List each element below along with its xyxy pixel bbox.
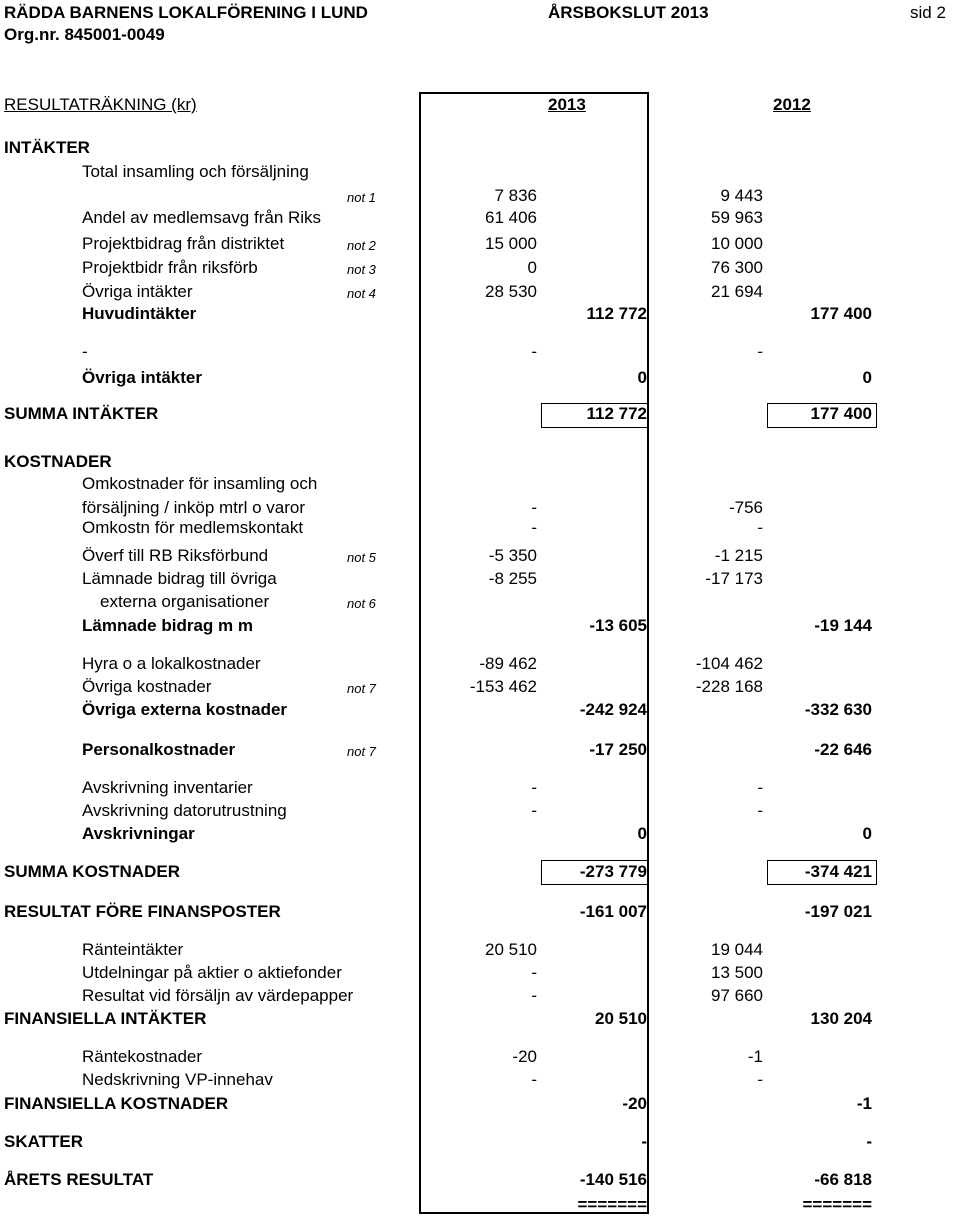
row-label: SUMMA KOSTNADER xyxy=(4,862,180,881)
amount-2012-total: -22 646 xyxy=(814,740,872,759)
row-label: Utdelningar på aktier o aktiefonder xyxy=(82,963,342,982)
row-label: RESULTAT FÖRE FINANSPOSTER xyxy=(4,902,281,921)
row-label: Överf till RB Riksförbund xyxy=(82,546,269,565)
amount-2012-detail: -756 xyxy=(728,498,763,517)
amount-2013-detail: -8 255 xyxy=(488,569,537,588)
amount-2012-total: -19 144 xyxy=(814,616,872,635)
row-label: Andel av medlemsavg från Riks xyxy=(82,208,322,227)
note-reference: not 1 xyxy=(347,190,376,205)
amount-2012-detail: -1 xyxy=(747,1047,763,1066)
amount-2012-total: - xyxy=(866,1132,872,1151)
amount-2012-detail: -1 215 xyxy=(714,546,763,565)
organization-number: Org.nr. 845001-0049 xyxy=(4,25,165,44)
row-label: Övriga kostnader xyxy=(82,677,212,696)
row-label: Huvudintäkter xyxy=(82,304,197,323)
row-label: ÅRETS RESULTAT xyxy=(4,1170,154,1189)
amount-2012-detail: 13 500 xyxy=(711,963,763,982)
amount-2012-total: -374 421 xyxy=(804,862,872,881)
amount-2013-total: 112 772 xyxy=(586,404,647,423)
row-label: Avskrivningar xyxy=(82,824,195,843)
year-2012-header: 2012 xyxy=(773,95,811,114)
row-label: externa organisationer xyxy=(100,592,270,611)
page-number: sid 2 xyxy=(910,3,946,22)
row-label: försäljning / inköp mtrl o varor xyxy=(82,498,305,517)
row-label: Resultat vid försäljn av värdepapper xyxy=(82,986,354,1005)
amount-2012-detail: - xyxy=(757,518,763,537)
note-reference: not 3 xyxy=(347,262,376,277)
amount-2012-detail: -104 462 xyxy=(695,654,763,673)
note-reference: not 6 xyxy=(347,596,376,611)
amount-2013-total: 112 772 xyxy=(586,304,647,323)
row-label: Räntekostnader xyxy=(82,1047,203,1066)
amount-2013-total: -20 xyxy=(622,1094,647,1113)
amount-2013-total: -13 605 xyxy=(589,616,647,635)
row-label: FINANSIELLA KOSTNADER xyxy=(4,1094,229,1113)
amount-2012-total: -332 630 xyxy=(804,700,872,719)
amount-2013-total: 0 xyxy=(637,824,647,843)
row-label: Övriga intäkter xyxy=(82,282,193,301)
amount-2013-detail: -20 xyxy=(512,1047,537,1066)
amount-2013-detail: 0 xyxy=(527,258,537,277)
amount-2012-detail: -228 168 xyxy=(695,677,763,696)
amount-2013-detail: - xyxy=(531,1070,537,1089)
row-label: Lämnade bidrag m m xyxy=(82,616,253,635)
amount-2012-total: 177 400 xyxy=(810,304,872,323)
amount-2013-detail: -5 350 xyxy=(488,546,537,565)
amount-2013-total: -161 007 xyxy=(579,902,647,921)
amount-2013-total: -242 924 xyxy=(579,700,647,719)
amount-2013-detail: - xyxy=(531,963,537,982)
row-label: - xyxy=(82,342,88,361)
amount-2013-detail: - xyxy=(531,498,537,517)
amount-2013-detail: 20 510 xyxy=(485,940,537,959)
amount-2013-detail: 7 836 xyxy=(494,186,537,205)
row-label: Personalkostnader xyxy=(82,740,236,759)
year-2013-header: 2013 xyxy=(548,95,586,114)
amount-2012-detail: - xyxy=(757,801,763,820)
amount-2013-detail: 15 000 xyxy=(485,234,537,253)
note-reference: not 2 xyxy=(347,238,376,253)
report-title: ÅRSBOKSLUT 2013 xyxy=(548,3,709,22)
amount-2013-detail: -89 462 xyxy=(479,654,537,673)
note-reference: not 7 xyxy=(347,681,376,696)
note-reference: not 7 xyxy=(347,744,376,759)
amount-2012-total: -66 818 xyxy=(814,1170,872,1189)
amount-2012-detail: 59 963 xyxy=(711,208,763,227)
amount-2013-detail: -153 462 xyxy=(469,677,537,696)
note-reference: not 4 xyxy=(347,286,376,301)
amount-2013-detail: 28 530 xyxy=(485,282,537,301)
amount-2012-detail: 21 694 xyxy=(711,282,763,301)
row-label: Övriga externa kostnader xyxy=(82,700,288,719)
amount-2012-detail: - xyxy=(757,342,763,361)
row-label: SUMMA INTÄKTER xyxy=(4,404,159,423)
row-label: Avskrivning datorutrustning xyxy=(82,801,287,820)
amount-2012-detail: 76 300 xyxy=(711,258,763,277)
amount-2013-total: ======= xyxy=(577,1195,647,1214)
amount-2012-detail: - xyxy=(757,778,763,797)
amount-2013-detail: - xyxy=(531,342,537,361)
amount-2012-total: -1 xyxy=(856,1094,872,1113)
note-reference: not 5 xyxy=(347,550,376,565)
amount-2013-total: -140 516 xyxy=(579,1170,647,1189)
row-label: INTÄKTER xyxy=(4,138,90,157)
row-label: Omkostnader för insamling och xyxy=(82,474,318,493)
row-label: Omkostn för medlemskontakt xyxy=(82,518,304,537)
amount-2013-detail: - xyxy=(531,518,537,537)
row-label: Projektbidrag från distriktet xyxy=(82,234,285,253)
row-label: Total insamling och försäljning xyxy=(82,162,309,181)
row-label: Ränteintäkter xyxy=(82,940,184,959)
amount-2012-total: 0 xyxy=(862,824,872,843)
amount-2012-detail: 19 044 xyxy=(711,940,763,959)
amount-2013-detail: - xyxy=(531,778,537,797)
row-label: Hyra o a lokalkostnader xyxy=(82,654,261,673)
row-label: Nedskrivning VP-innehav xyxy=(82,1070,273,1089)
amount-2012-total: ======= xyxy=(802,1195,872,1214)
amount-2012-total: -197 021 xyxy=(804,902,872,921)
amount-2013-total: - xyxy=(641,1132,647,1151)
row-label: KOSTNADER xyxy=(4,452,112,471)
row-label: Lämnade bidrag till övriga xyxy=(82,569,277,588)
amount-2013-total: -17 250 xyxy=(589,740,647,759)
amount-2012-detail: 10 000 xyxy=(711,234,763,253)
amount-2012-detail: 97 660 xyxy=(711,986,763,1005)
amount-2013-detail: - xyxy=(531,986,537,1005)
amount-2012-detail: -17 173 xyxy=(705,569,763,588)
amount-2013-total: 0 xyxy=(637,368,647,387)
amount-2012-total: 177 400 xyxy=(810,404,872,423)
statement-title: RESULTATRÄKNING (kr) xyxy=(4,95,197,114)
amount-2013-total: 20 510 xyxy=(595,1009,647,1028)
amount-2012-total: 130 204 xyxy=(810,1009,872,1028)
amount-2013-detail: - xyxy=(531,801,537,820)
row-label: Avskrivning inventarier xyxy=(82,778,253,797)
organization-name: RÄDDA BARNENS LOKALFÖRENING I LUND xyxy=(4,3,368,22)
row-label: FINANSIELLA INTÄKTER xyxy=(4,1009,207,1028)
row-label: Projektbidr från riksförb xyxy=(82,258,258,277)
column-frame-right xyxy=(647,92,649,1214)
row-label: SKATTER xyxy=(4,1132,84,1151)
column-frame-top xyxy=(419,92,649,94)
column-frame-left xyxy=(419,92,421,1214)
amount-2012-detail: 9 443 xyxy=(720,186,763,205)
amount-2013-detail: 61 406 xyxy=(485,208,537,227)
amount-2012-detail: - xyxy=(757,1070,763,1089)
row-label: Övriga intäkter xyxy=(82,368,202,387)
amount-2012-total: 0 xyxy=(862,368,872,387)
amount-2013-total: -273 779 xyxy=(579,862,647,881)
